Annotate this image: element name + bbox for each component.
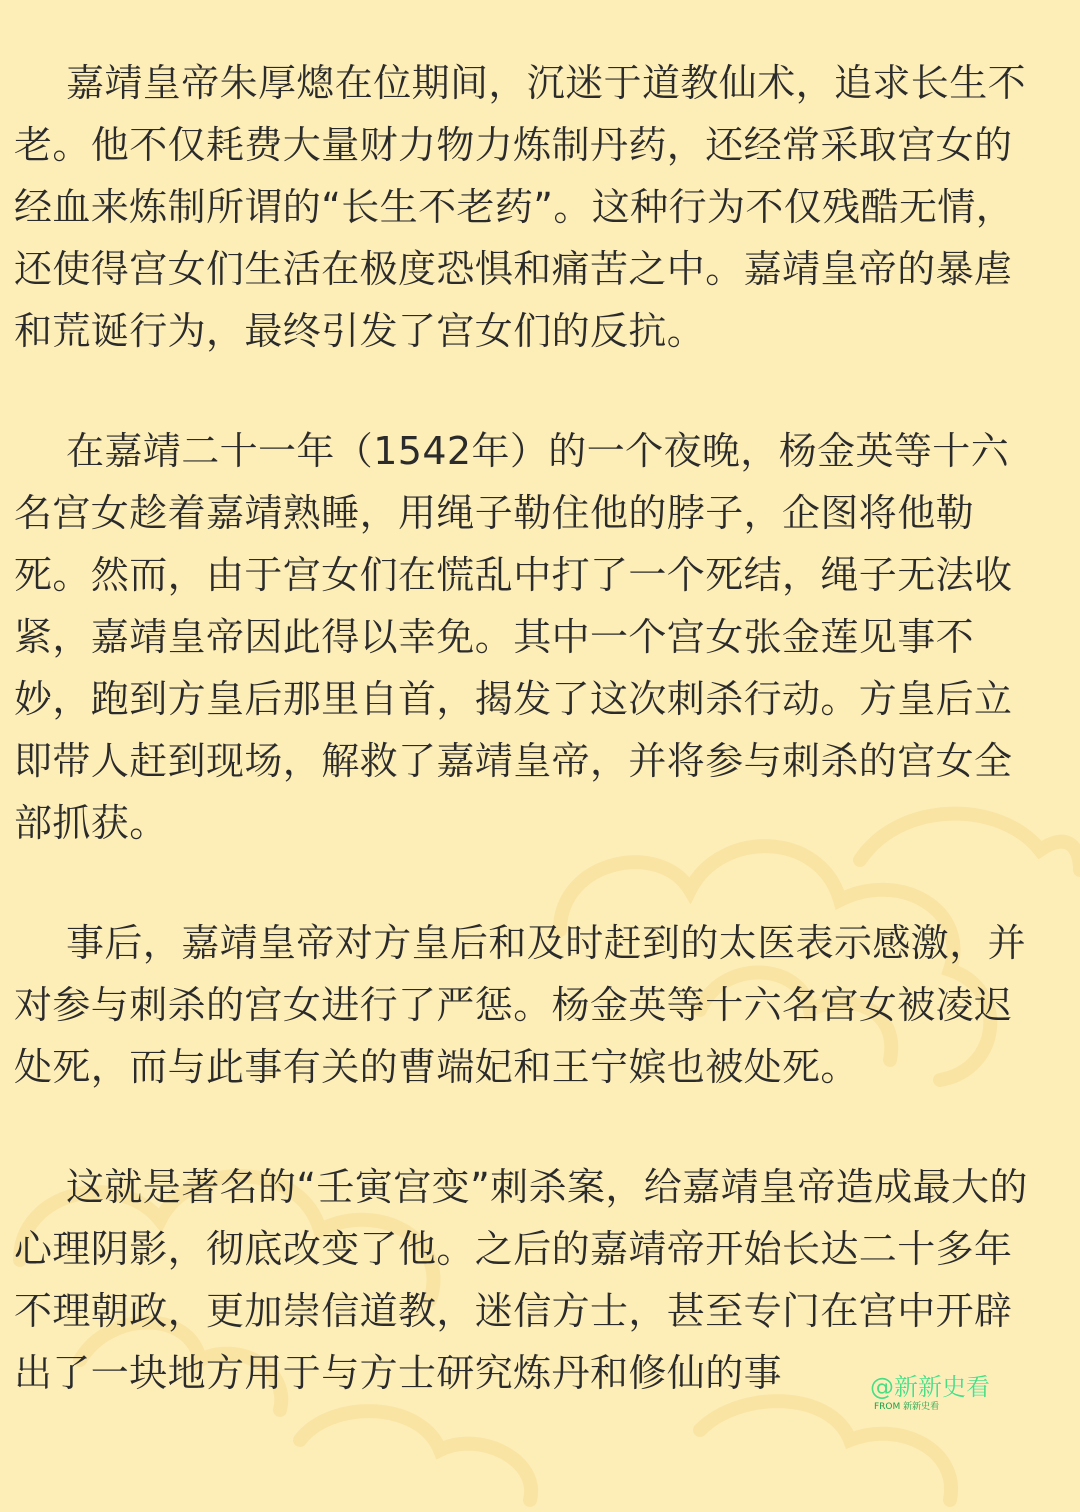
watermark bbox=[870, 1373, 990, 1413]
watermark-sub: FROM 新新史看 bbox=[874, 1402, 940, 1412]
article-body bbox=[14, 52, 1044, 1404]
paragraph-1: 嘉靖皇帝朱厚熜在位期间，沉迷于道教仙术，追求长生不老。他不仅耗费大量财力物力炼制丹药，还经常采取宫女的经血来炼制所谓的“长生不老药”。这种行为不仅残酷无情，还使得宫女们生活在极度恐惧和痛苦之中。嘉靖皇帝的暴虐和荒诞行为，最终引发了宫女们的反抗。 bbox=[14, 61, 1027, 353]
watermark-main: @新新史看 bbox=[870, 1373, 990, 1401]
paragraph-4: 这就是著名的“壬寅宫变”刺杀案，给嘉靖皇帝造成最大的心理阴影，彻底改变了他。之后的嘉靖帝开始长达二十多年不理朝政，更加崇信道教，迷信方士，甚至专门在宫中开辟出了一块地方用于与方士研究炼丹和修仙的事 bbox=[14, 1165, 1028, 1395]
paragraph-3: 事后，嘉靖皇帝对方皇后和及时赶到的太医表示感激，并对参与刺杀的宫女进行了严惩。杨金英等十六名宫女被凌迟处死，而与此事有关的曹端妃和王宁嫔也被处死。 bbox=[14, 921, 1027, 1089]
paragraph-2: 在嘉靖二十一年（1542年）的一个夜晚，杨金英等十六名宫女趁着嘉靖熟睡，用绳子勒住他的脖子，企图将他勒死。然而，由于宫女们在慌乱中打了一个死结，绳子无法收紧，嘉靖皇帝因此得以幸免。其中一个宫女张金莲见事不妙，跑到方皇后那里自首，揭发了这次刺杀行动。方皇后立即带人赶到现场，解救了嘉靖皇帝，并将参与刺杀的宫女全部抓获。 bbox=[14, 429, 1013, 845]
